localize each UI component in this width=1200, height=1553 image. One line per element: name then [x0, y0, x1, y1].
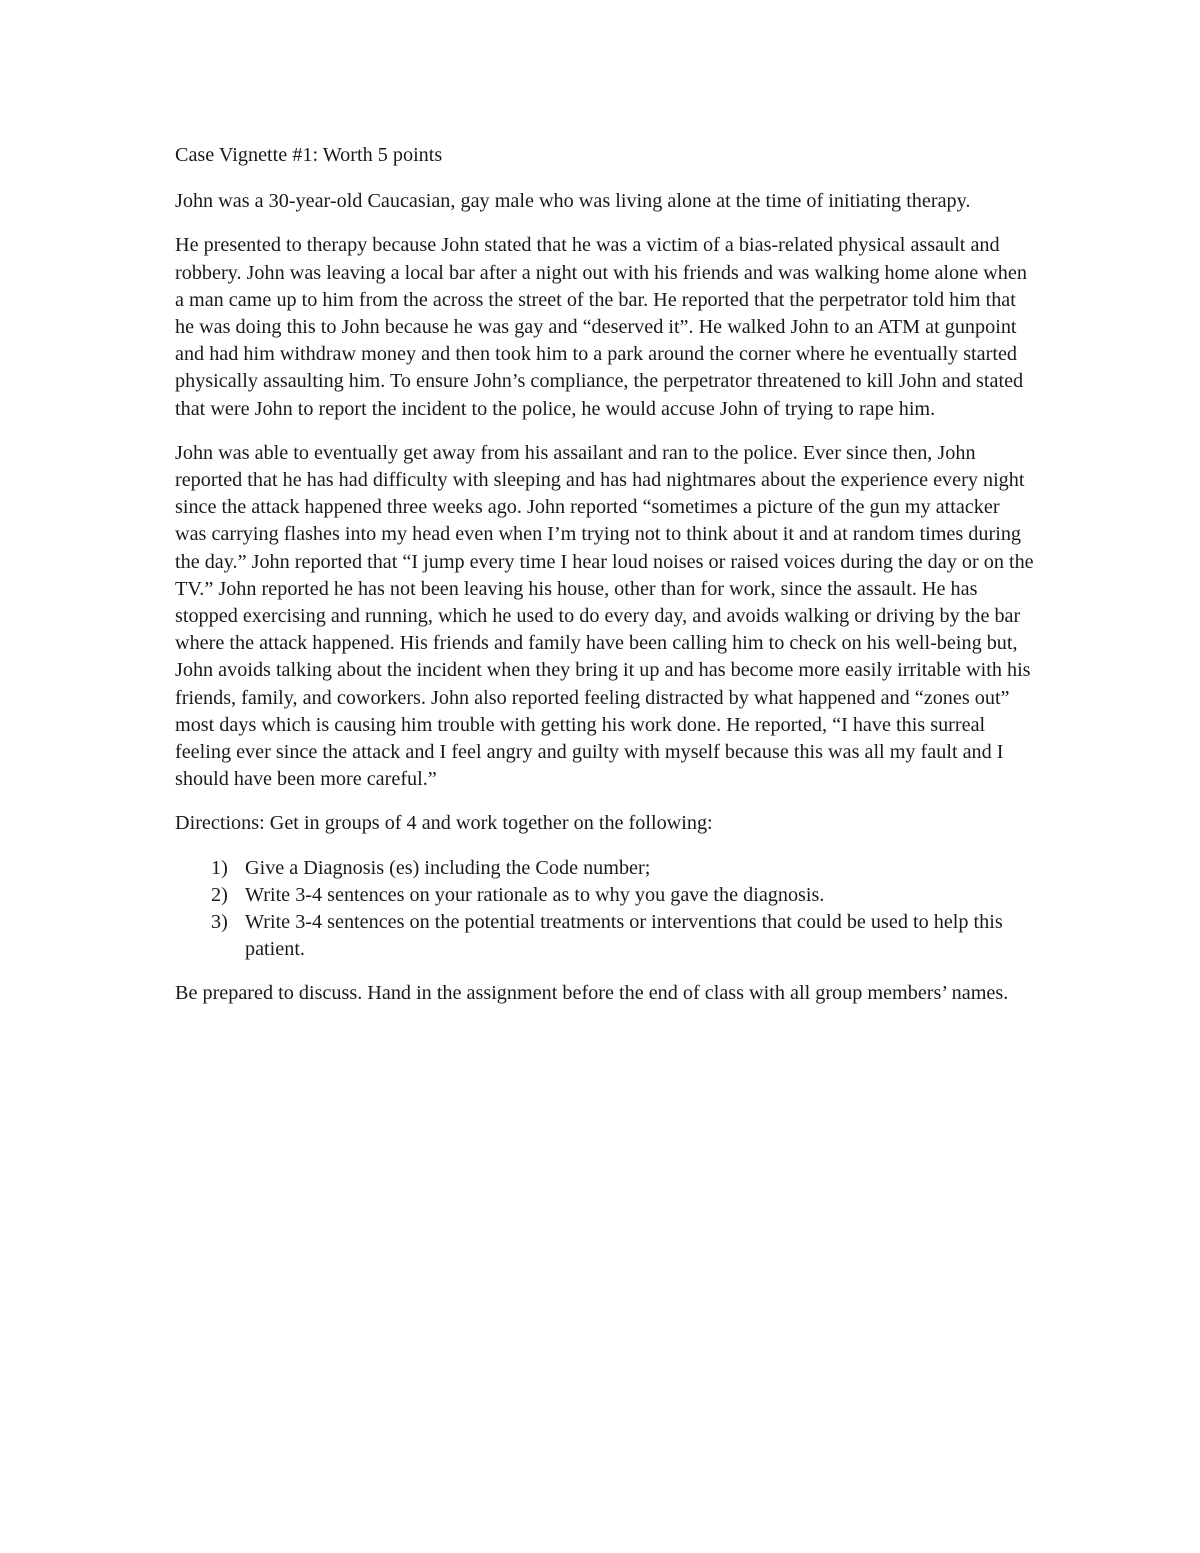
directions-text: Directions: Get in groups of 4 and work together on the following: [175, 812, 713, 835]
list-item-text: Give a Diagnosis (es) including the Code number; [245, 856, 651, 879]
paragraph-presenting-incident: He presented to therapy because John stated that he was a victim of a bias-related physical assault and robbery. John was leaving a local bar after a night out with his friends and was walking home alone when a man came up to him from the across the street of the bar. He reported that the perpetrator told him that he was doing this to John because he was gay and “deserved it”. He walked John to an ATM at gunpoint and had him withdraw money and then took him to a park around the corner where he eventually started physically assaulting him. To ensure John’s compliance, the perpetrator threatened to kill John and stated that were John to report the incident to the police, he would accuse John of trying to rape him. [175, 234, 1027, 420]
paragraph-symptoms: John was able to eventually get away from his assailant and ran to the police. Ever since then, John reported that he has had difficulty with sleeping and has had nightmares about the experience every night since the attack happened three weeks ago. John reported “sometimes a picture of the gun my attacker was carrying flashes into my head even when I’m trying not to think about it and at random times during the day.” John reported that “I jump every time I hear loud noises or raised voices during the day or on the TV.” John reported he has not been leaving his house, other than for work, since the assault. He has stopped exercising and running, which he used to do every day, and avoids walking or driving by the bar where the attack happened. His friends and family have been calling him to check on his well-being but, John avoids talking about the incident when they bring it up and has become more easily irritable with his friends, family, and coworkers. John also reported feeling distracted by what happened and “zones out” most days which is causing him trouble with getting his work done. He reported, “I have this surreal feeling ever since the attack and I feel angry and guilty with myself because this was all my fault and I should have been more careful.” [175, 441, 1034, 791]
list-item [175, 909, 1035, 963]
list-item [175, 855, 1035, 882]
list-item-number: 3) [211, 911, 228, 934]
list-item-number: 2) [211, 883, 228, 906]
list-item-number: 1) [211, 856, 228, 879]
closing-text: Be prepared to discuss. Hand in the assignment before the end of class with all group members’ names. [175, 982, 1009, 1005]
task-list [175, 855, 1035, 964]
document-title: Case Vignette #1: Worth 5 points [175, 144, 443, 166]
list-item [175, 882, 1035, 909]
list-item-text: Write 3-4 sentences on your rationale as to why you gave the diagnosis. [245, 883, 825, 906]
document-page [175, 142, 1035, 1025]
paragraph-patient-intro: John was a 30-year-old Caucasian, gay male who was living alone at the time of initiating therapy. [175, 190, 971, 213]
list-item-text: Write 3-4 sentences on the potential treatments or interventions that could be used to help this patient. [245, 911, 1003, 961]
